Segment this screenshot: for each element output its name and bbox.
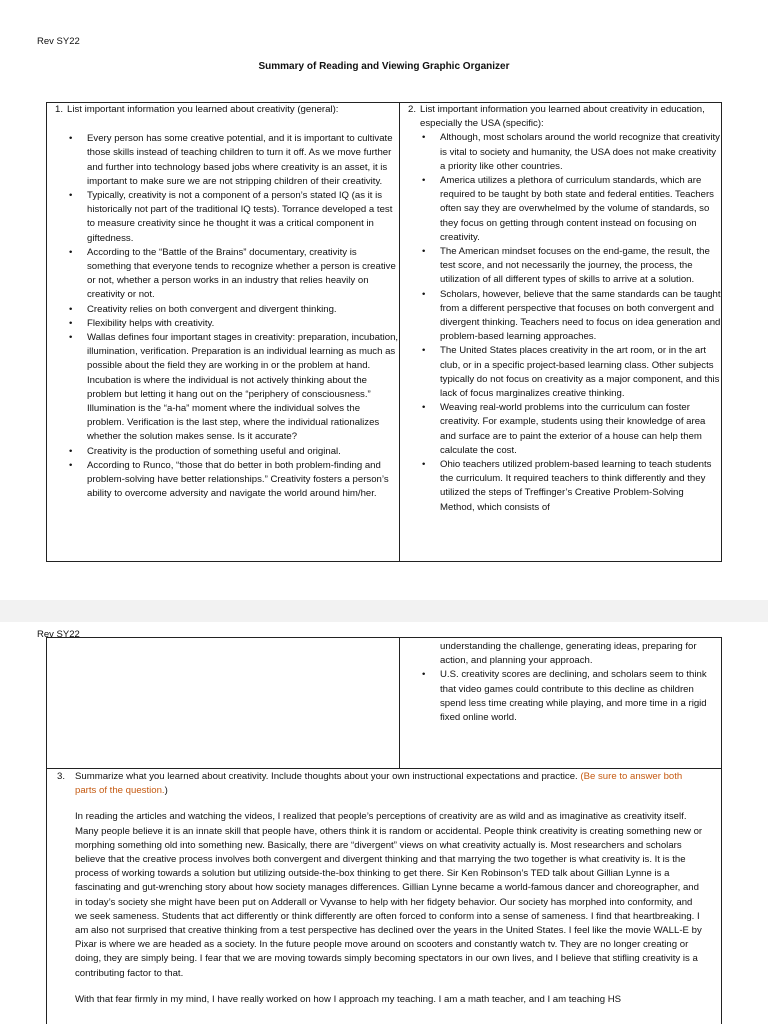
- list-item: • Every person has some creative potential, and it is important to cultivate those skills instead of teaching children to turn it off. As we move further and further into technology based jobs where creativity is an asset, it is important to make sure we are not stripping children of their creativity.: [47, 132, 399, 189]
- summary-paragraph: In reading the articles and watching the videos, I realized that people’s perceptions of creativity are as wild and as imaginative as creativity itself. Many people believe it is an innate skill that people have, others think it is random or accidental. People think creativity is creating something new or morphing something old into something new. Basically, there are “divergent” views on what creativity actually is. Most researchers and scholars believe that the creative process involves both convergent and divergent thinking and that marrying the two together is what creativity is. It is the process of working towards a solution but utilizing outside-the-box thinking to get there. Sir Ken Robinson’s TED talk about Gillian Lynne is a fascinating and gut-wrenching story about how society manages differences. Gillian Lynne became a world-famous dancer and choreographer, and in today’s society she might have been put on Adderall or Vyvanse to help with her fidgety behavior. Our society has morphed into conformity, and we seek sameness. Students that act differently or think differently are often forced to conform into a sense of sameness. I find that heartbreaking. I am also not surprised that creative thinking from a test perspective has declined over the years in the United States. I feel like the movie WALL-E by Pixar is where we are headed as a society. In the future people move around on scooters and constantly watch tv. They are no longer creating or doing, they are simply being. I fear that we are moving towards simply becoming spectators in our own lives, and I believe that stifling creativity is a contributing factor to that.: [75, 811, 703, 979]
- summary-paragraph: With that fear firmly in my mind, I have really worked on how I approach my teaching. I am a math teacher, and I am teaching HS: [75, 993, 622, 1005]
- list-item-continued: understanding the challenge, generating ideas, preparing for action, and planning your approach.: [440, 641, 697, 667]
- list-item: • According to the “Battle of the Brains” documentary, creativity is something that everyone tends to recognize whether a person is creative or not, whether a person works in an industry that relies heavily on creativity or not.: [47, 246, 399, 303]
- list-item: • America utilizes a plethora of curriculum standards, which are required to be taught by both state and federal entities. Teachers often say they are overwhelmed by the volume of standards, so they focus on getting through content instead on focusing on creativity.: [400, 174, 721, 245]
- page-gap: [0, 600, 768, 622]
- general-creativity-list: [47, 132, 399, 501]
- question-number: 1.: [55, 104, 64, 115]
- summary-cell: [47, 768, 721, 1007]
- list-item: • Although, most scholars around the world recognize that creativity is vital to society and humanity, the USA does not make creativity a priority like other countries.: [400, 131, 721, 174]
- list-item: • The United States places creativity in the art room, or in the art club, or in a specific project-based learning class. Other subjects typically do not focus on creativity as a major component, and this lack of focus marginalizes creative thinking.: [400, 344, 721, 401]
- organizer-table-continued: [46, 637, 722, 1024]
- education-creativity-cell: [400, 103, 721, 515]
- list-item: • U.S. creativity scores are declining, and scholars seem to think that video games could contribute to this decline as children spend less time creating while playing, and more time in a rigid fixed online world.: [400, 668, 721, 725]
- document-title: Summary of Reading and Viewing Graphic Organizer: [258, 61, 510, 72]
- list-item: • Ohio teachers utilized problem-based learning to teach students the curriculum. It required teachers to think differently and they utilized the steps of Treffinger’s Creative Problem-Solving Method, which consists of: [400, 458, 721, 515]
- list-item: • The American mindset focuses on the end-game, the result, the test score, and not necessarily the journey, the process, the utilization of all different types of skills to arrive at a solution.: [400, 245, 721, 288]
- question-text: Summarize what you learned about creativity. Include thoughts about your own instructional expectations and practice.: [75, 771, 578, 782]
- list-item: • Typically, creativity is not a component of a person’s stated IQ (as it is historically not part of the traditional IQ tests). Torrance developed a test to measure creativity since he thought it was a critical component in giftedness.: [47, 189, 399, 246]
- question-number: 2.: [408, 104, 417, 115]
- list-item: • Scholars, however, believe that the same standards can be taught from a different perspective that focuses on both convergent and divergent thinking. Teachers need to focus on idea generation and problem-based learning approaches.: [400, 288, 721, 345]
- prompt-paren-close: ): [164, 785, 168, 797]
- revision-label: Rev SY22: [37, 629, 80, 640]
- table-continued-row: [47, 638, 721, 769]
- question-2-heading: [400, 103, 721, 131]
- question-text: List important information you learned about creativity in education, especially the USA (specific):: [420, 104, 705, 130]
- question-1-heading: [47, 103, 399, 117]
- prompt-paren-open: (: [580, 771, 584, 782]
- revision-label: Rev SY22: [37, 36, 80, 47]
- prompt-note: Be sure to answer both parts of the question.: [75, 771, 683, 797]
- list-item: • Creativity is the production of something useful and original.: [47, 445, 399, 459]
- list-item: • Weaving real-world problems into the curriculum can foster creativity. For example, students using their knowledge of area and surface are to paint the exterior of a house can help them calculate the cost.: [400, 401, 721, 458]
- organizer-table: [46, 102, 722, 562]
- question-3-heading: [47, 768, 721, 798]
- list-item: • According to Runco, “those that do better in both problem-finding and problem-solving have better relationships.” Creativity fosters a person’s ability to overcome adversity and navigate the world around him/her.: [47, 459, 399, 502]
- list-item: • Creativity relies on both convergent and divergent thinking.: [47, 303, 399, 317]
- question-number: 3.: [57, 771, 66, 782]
- question-text: List important information you learned about creativity (general):: [67, 104, 339, 115]
- general-creativity-cell: [47, 103, 399, 501]
- education-creativity-list: [400, 131, 721, 514]
- list-item: • Wallas defines four important stages in creativity: preparation, incubation, illumination, verification. Preparation is an individual learning as much as possible about the field they are working in or the problem at hand. Incubation is where the individual is not actively thinking about the problem but letting it hang out on the “periphery of consciousness.” Illumination is the “a-ha” moment where the individual solves the problem. Verification is the last step, where the individual rationalizes whether the solution makes sense. Is it accurate?: [47, 331, 399, 445]
- education-creativity-list-continued: [400, 640, 721, 725]
- list-item: • Flexibility helps with creativity.: [47, 317, 399, 331]
